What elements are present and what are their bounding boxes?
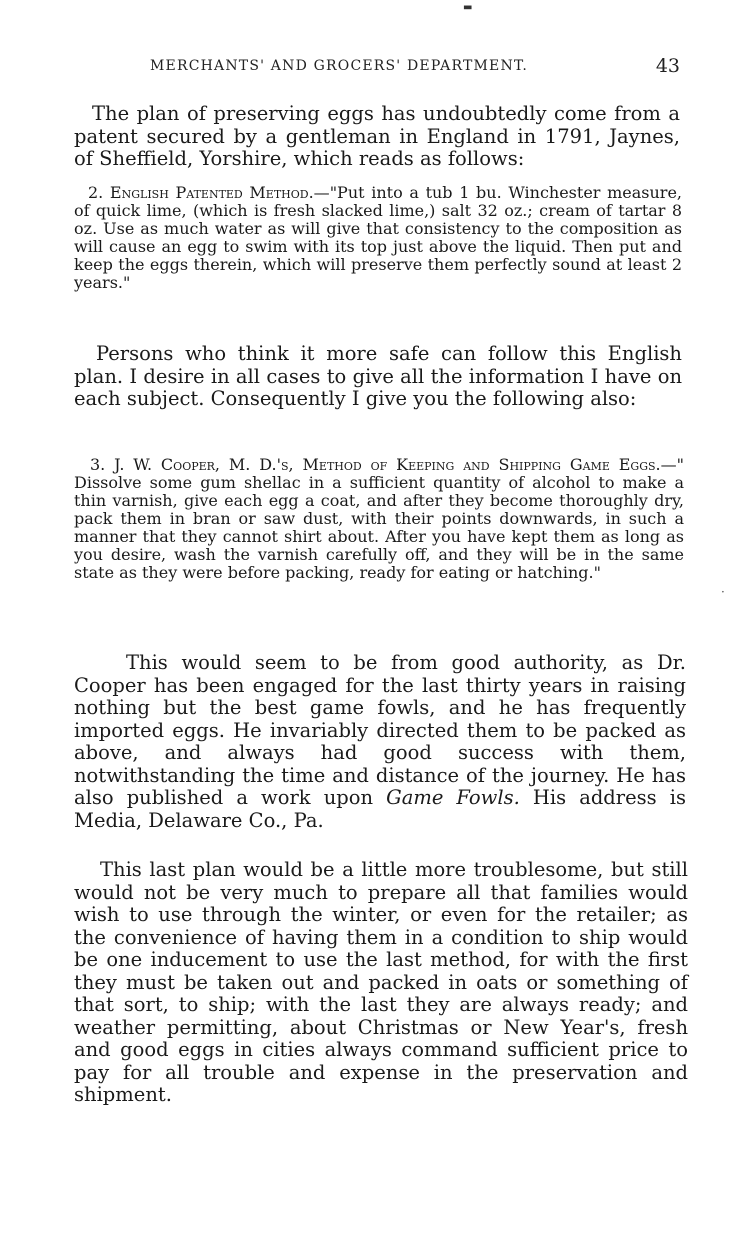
english-method-heading: 2. English Patented Method.— (88, 183, 330, 202)
paragraph-persons-text: Persons who think it more safe can follow this English plan. I desire in all cases to give all the information I have on each subject. Consequently I give you the following also: (74, 342, 682, 410)
paragraph-authority-tail: His address is Media, Delaware Co., Pa. (74, 786, 686, 832)
english-method-body: "Put into a tub 1 bu. Winchester measure, of quick lime, (which is fresh slacked lime,) salt 32 oz.; cream of tartar 8 oz. Use as much water as will give that consistency to the composition as will cause an egg to swim with its top just above the liquid. Then put and keep the eggs therein, which will preserve them perfectly sound at least 2 years." (74, 183, 682, 292)
top-ink-mark: ▬ (463, 2, 473, 13)
paragraph-english-method (74, 184, 682, 292)
paragraph-intro-text: The plan of preserving eggs has undoubtedly come from a patent secured by a gentleman in England in 1791, Jaynes, of Sheffield, Yorshire, which reads as follows: (74, 102, 680, 170)
paragraph-cooper-method (74, 456, 684, 582)
cooper-method-heading: 3. J. W. Cooper, M. D.'s, Method of Keeping and Shipping Game Eggs.— (90, 455, 677, 474)
paragraph-intro (74, 103, 680, 171)
paragraph-last-plan (74, 859, 688, 1107)
paragraph-authority-text: This would seem to be from good authority, as Dr. Cooper has been engaged for the last thirty years in raising nothing but the best game fowls, and he has frequently imported eggs. He invariably directed them to be packed as above, and always had good success with them, notwithstanding the time and distance of the journey. He has also published a work upon (74, 651, 686, 809)
paragraph-persons (74, 343, 682, 411)
margin-mark: · (721, 585, 725, 599)
paragraph-authority (74, 652, 686, 832)
page-number: 43 (655, 55, 680, 77)
paragraph-last-plan-text: This last plan would be a little more troublesome, but still would not be very much to prepare all that families would wish to use through the winter, or even for the retailer; as the convenience of having them in a condition to ship would be one inducement to use the last method, for with the first they must be taken out and packed in oats or something of that sort, to ship; with the last they are always ready; and weather permitting, about Christmas or New Year's, fresh and good eggs in cities always command sufficient price to pay for all trouble and expense in the preservation and shipment. (74, 858, 688, 1106)
running-title: MERCHANTS' AND GROCERS' DEPARTMENT. (150, 58, 529, 74)
book-title-game-fowls: Game Fowls. (386, 786, 520, 809)
cooper-method-body: " Dissolve some gum shellac in a sufficient quantity of alcohol to make a thin varnish, give each egg a coat, and after they become thoroughly dry, pack them in bran or saw dust, with their points downwards, in such a manner that they cannot shirt about. After you have kept them as long as you desire, wash the varnish carefully off, and they will be in the same state as they were before packing, ready for eating or hatching." (74, 455, 684, 582)
running-header (150, 55, 680, 80)
